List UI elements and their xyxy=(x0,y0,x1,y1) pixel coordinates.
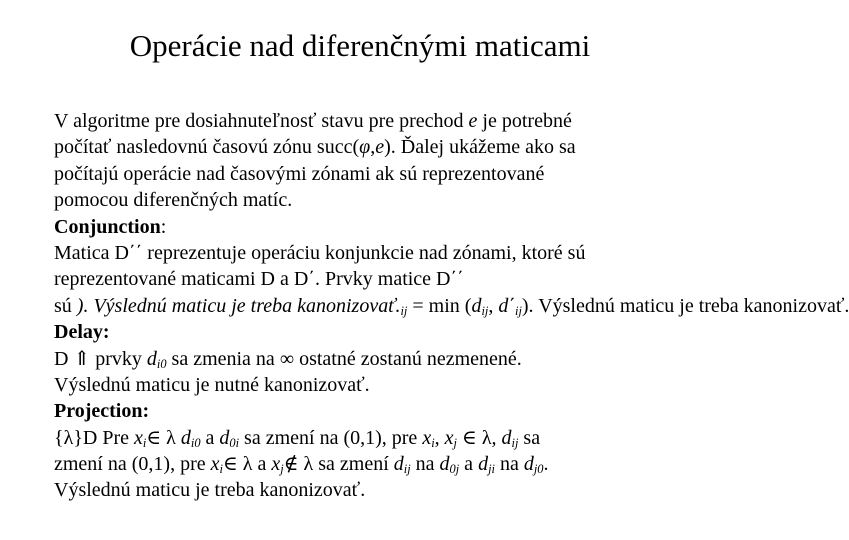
projection-text: , xyxy=(434,426,445,449)
lambda-icon: λ xyxy=(63,426,74,449)
projection-text: a xyxy=(459,453,479,476)
subscript-j0: j0 xyxy=(533,462,544,477)
symbol-d: d xyxy=(471,294,482,317)
element-of-icon: ∈ xyxy=(146,426,162,449)
intro-text: ). Ďalej ukážeme ako sa xyxy=(384,136,576,159)
delay-heading: Delay: xyxy=(54,321,110,344)
intro-line-3: počítajú operácie nad časovými zónami ak sú reprezentované xyxy=(54,162,545,185)
lambda-icon: λ xyxy=(237,453,253,476)
projection-text: sa zmení na (0,1), pre xyxy=(239,426,423,449)
delay-line-2: Výslednú maticu je nutné kanonizovať. xyxy=(54,373,370,396)
subscript-j: j xyxy=(453,435,457,450)
lambda-icon: λ xyxy=(161,426,176,449)
subscript-0j: 0j xyxy=(449,462,460,477)
conjunction-text: ). Výslednú maticu je treba kanonizovať. xyxy=(521,294,849,317)
symbol-d: d xyxy=(478,453,489,476)
symbol-d1: d΄ xyxy=(498,294,515,317)
delay-text: prvky xyxy=(90,347,147,370)
projection-heading: Projection: xyxy=(54,400,150,423)
delay-text: sa zmenia na xyxy=(166,347,280,370)
projection-line-2 xyxy=(54,451,694,477)
symbol-x: x xyxy=(444,426,454,449)
symbol-x: x xyxy=(210,453,220,476)
slide-title: Operácie nad diferenčnými maticami xyxy=(129,28,591,63)
projection-text: na xyxy=(494,453,524,476)
conjunction-line-2: reprezentované maticami D a D΄. Prvky matice D΄΄ xyxy=(54,268,464,291)
projection-text: { xyxy=(54,426,64,449)
subscript-0i: 0i xyxy=(229,435,240,450)
intro-text: , xyxy=(370,136,376,159)
projection-text: a xyxy=(200,426,220,449)
symbol-d: d xyxy=(393,453,404,476)
conjunction-colon: : xyxy=(160,215,167,238)
subscript-ij: ij xyxy=(481,303,489,318)
intro-text: V algoritme pre dosiahnuteľnosť stavu pre prechod xyxy=(54,110,469,132)
element-of-icon: ∈ xyxy=(457,426,482,449)
projection-text: na xyxy=(410,453,440,476)
conjunction-text: sú xyxy=(54,294,77,317)
infinity-icon: ∞ xyxy=(279,347,295,370)
symbol-d: d xyxy=(146,347,157,370)
delay-line-1 xyxy=(54,346,694,372)
subscript-i: i xyxy=(431,435,435,450)
slide-body xyxy=(54,108,849,504)
subscript-i0: i0 xyxy=(190,435,201,450)
subscript-ij: ij xyxy=(403,462,411,477)
symbol-d2: ). Výslednú maticu je treba kanonizovať. xyxy=(76,294,401,317)
symbol-d: d xyxy=(439,453,450,476)
subscript-ij: ij xyxy=(511,435,519,450)
subscript-ij: ij xyxy=(400,303,408,318)
symbol-d: d xyxy=(523,453,534,476)
projection-line-3: Výslednú maticu je treba kanonizovať. xyxy=(54,479,366,502)
element-of-icon: ∈ xyxy=(222,453,238,476)
projection-text: sa zmení xyxy=(313,453,394,476)
projection-text: }D Pre xyxy=(73,426,135,449)
conjunction-heading-label: Conjunction xyxy=(54,215,161,238)
projection-line-1 xyxy=(54,425,694,451)
symbol-d: , d xyxy=(491,426,512,449)
subscript-j: j xyxy=(280,462,284,477)
not-element-of-icon: ∉ xyxy=(283,453,299,476)
conjunction-line-1: Matica D΄΄ reprezentuje operáciu konjunkcie nad zónami, ktoré sú xyxy=(54,241,586,264)
delay-text: ostatné zostanú nezmenené. xyxy=(294,347,522,370)
intro-line-1 xyxy=(54,108,694,134)
conjunction-text: = min ( xyxy=(407,294,472,317)
subscript-ji: ji xyxy=(488,462,495,477)
projection-text: sa xyxy=(518,426,541,449)
symbol-x: x xyxy=(134,426,143,449)
symbol-e: e xyxy=(375,136,385,159)
symbol-x: x xyxy=(422,426,432,449)
intro-line-2 xyxy=(54,134,694,160)
subscript-i: i xyxy=(142,435,147,450)
intro-text: je potrebné xyxy=(477,110,572,132)
conjunction-line-3 xyxy=(54,293,849,319)
intro-line-4: pomocou diferenčných matíc. xyxy=(54,189,293,212)
projection-text: . xyxy=(543,453,549,476)
delay-text: D xyxy=(54,347,74,370)
lambda-icon: λ xyxy=(481,426,492,449)
subscript-i0: i0 xyxy=(156,356,167,371)
intro-text: počítať nasledovnú časovú zónu succ( xyxy=(54,136,360,159)
projection-text: zmení na (0,1), pre xyxy=(54,453,211,476)
subscript-ij: ij xyxy=(515,303,522,318)
symbol-x: x xyxy=(271,453,281,476)
symbol-d: d xyxy=(175,426,191,449)
projection-text: a xyxy=(252,453,272,476)
conjunction-heading xyxy=(54,214,694,240)
symbol-phi: φ xyxy=(359,136,371,159)
conjunction-text: , xyxy=(488,294,499,317)
symbol-e: e xyxy=(468,110,478,132)
lambda-icon: λ xyxy=(298,453,314,476)
symbol-d: d xyxy=(219,426,230,449)
subscript-i: i xyxy=(219,462,223,477)
up-arrow-icon: ⇑ xyxy=(73,347,91,370)
